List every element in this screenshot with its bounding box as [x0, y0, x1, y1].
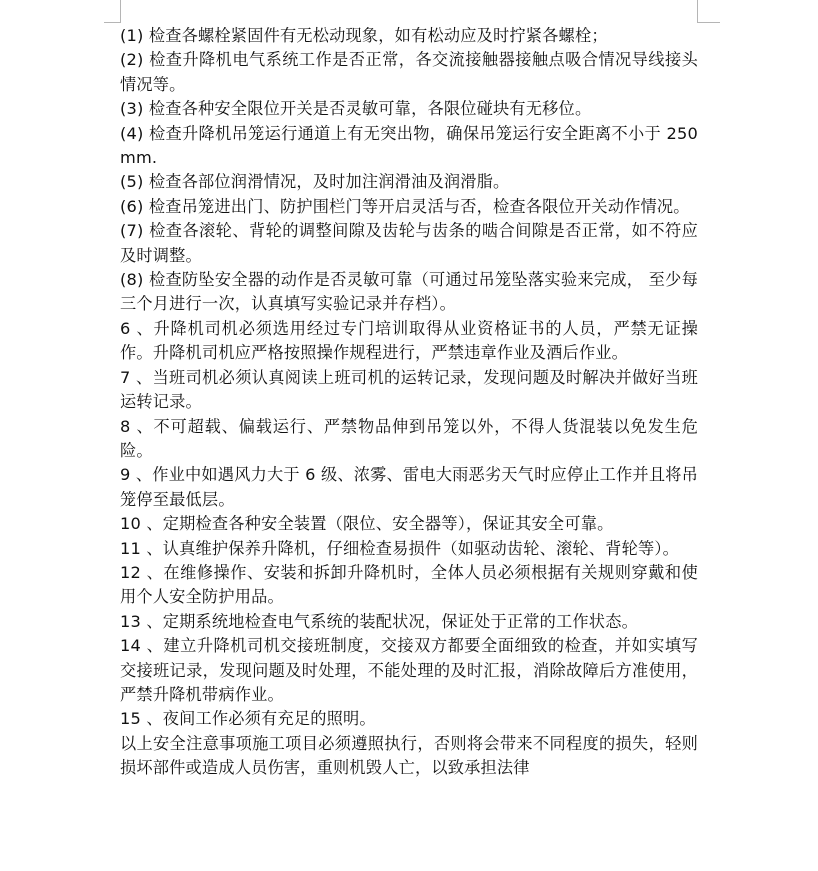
paragraph-check-4: (4) 检查升降机吊笼运行通道上有无突出物，确保吊笼运行安全距离不小于 250mm. — [120, 123, 698, 168]
paragraph-check-6: (6) 检查吊笼进出门、防护围栏门等开启灵活与否，检查各限位开关动作情况。 — [120, 196, 690, 216]
paragraph-check-3: (3) 检查各种安全限位开关是否灵敏可靠，各限位碰块有无移位。 — [120, 99, 592, 119]
document-body — [120, 24, 698, 781]
paragraph-item-9: 9 、作业中如遇风力大于 6 级、浓雾、雷电大雨恶劣天气时应停止工作并且将吊笼停至最低层。 — [120, 465, 698, 509]
margin-corner-mark-left — [104, 0, 121, 23]
margin-corner-mark-right — [697, 0, 720, 23]
paragraph-check-5: (5) 检查各部位润滑情况，及时加注润滑油及润滑脂。 — [120, 172, 510, 192]
paragraph-item-8: 8 、不可超载、偏载运行、严禁物品伸到吊笼以外，不得人货混装以免发生危险。 — [120, 416, 698, 460]
paragraph-item-15: 15 、夜间工作必须有充足的照明。 — [120, 709, 376, 729]
paragraph-closing: 以上安全注意事项施工项目必须遵照执行，否则将会带来不同程度的损失，轻则损坏部件或造成人员伤害，重则机毁人亡，以致承担法律 — [120, 733, 698, 778]
paragraph-check-7: (7) 检查各滚轮、背轮的调整间隙及齿轮与齿条的啮合间隙是否正常，如不符应及时调整。 — [120, 221, 698, 265]
paragraph-check-1: (1) 检查各螺栓紧固件有无松动现象，如有松动应及时拧紧各螺栓； — [120, 26, 608, 45]
paragraph-item-13: 13 、定期系统地检查电气系统的装配状况，保证处于正常的工作状态。 — [120, 611, 638, 631]
paragraph-item-12: 12 、在维修操作、安装和拆卸升降机时，全体人员必须根据有关规则穿戴和使用个人安全防护用品。 — [120, 562, 698, 607]
paragraph-item-11: 11 、认真维护保养升降机，仔细检查易损件（如驱动齿轮、滚轮、背轮等）。 — [120, 538, 680, 558]
paragraph-item-10: 10 、定期检查各种安全装置（限位、安全器等），保证其安全可靠。 — [120, 514, 614, 534]
paragraph-item-7: 7 、当班司机必须认真阅读上班司机的运转记录，发现问题及时解决并做好当班运转记录。 — [120, 367, 698, 412]
paragraph-item-14: 14 、建立升降机司机交接班制度，交接双方都要全面细致的检查，并如实填写交接班记录，发现问题及时处理，不能处理的及时汇报，消除故障后方准使用，严禁升降机带病作业。 — [120, 636, 698, 704]
paragraph-check-2: (2) 检查升降机电气系统工作是否正常，各交流接触器接触点吸合情况导线接头情况等。 — [120, 50, 698, 94]
paragraph-item-6: 6 、升降机司机必须选用经过专门培训取得从业资格证书的人员，严禁无证操作。升降机司机应严格按照操作规程进行，严禁违章作业及酒后作业。 — [120, 318, 698, 363]
paragraph-check-8: (8) 检查防坠安全器的动作是否灵敏可靠（可通过吊笼坠落实验来完成， 至少每三个月进行一次，认真填写实验记录并存档）。 — [120, 270, 698, 314]
